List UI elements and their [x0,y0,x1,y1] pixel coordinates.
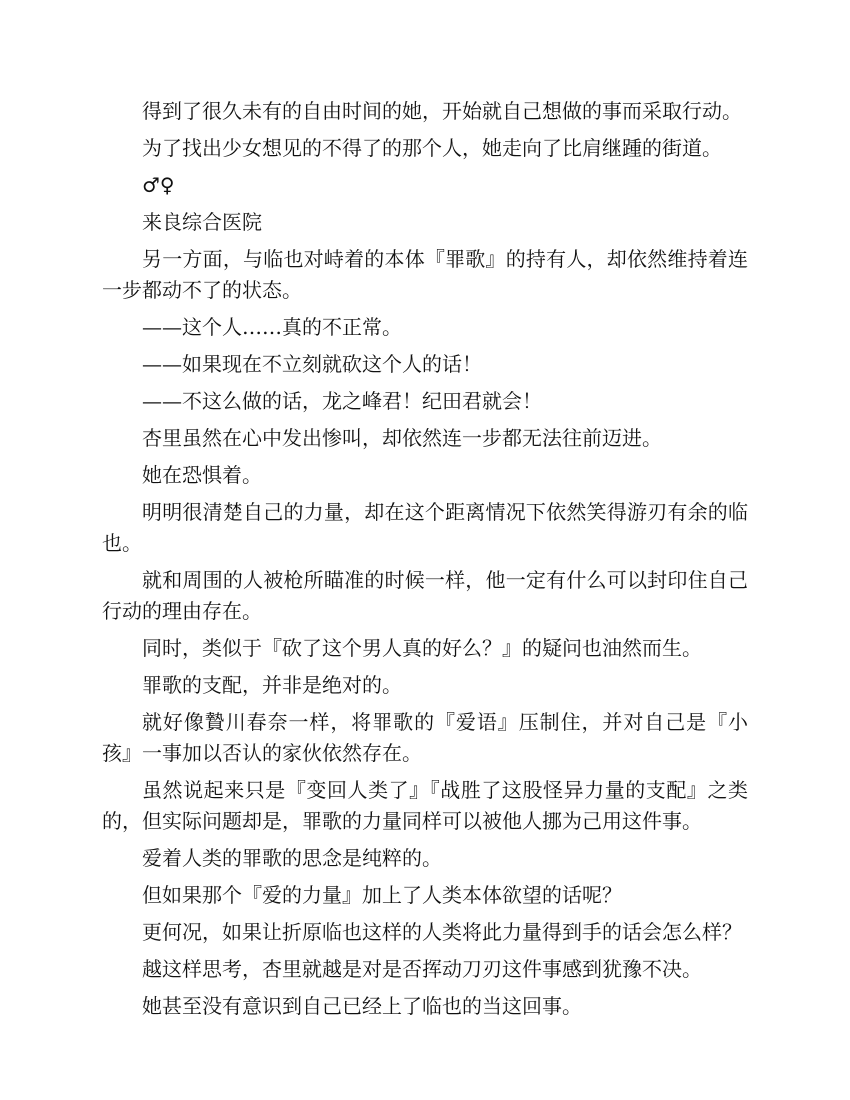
paragraph: 为了找出少女想见的不得了的那个人，她走向了比肩继踵的街道。 [142,136,722,160]
paragraph: 爱着人类的罪歌的思念是纯粹的。 [142,846,442,870]
paragraph: 更何况，如果让折原临也这样的人类将此力量得到手的话会怎么样？ [142,920,742,944]
paragraph: 得到了很久未有的自由时间的她，开始就自己想做的事而采取行动。 [142,99,742,123]
location-heading: 来良综合医院 [142,210,262,234]
paragraph: 罪歌的支配，并非是绝对的。 [142,673,402,697]
paragraph: 另一方面，与临也对峙着的本体『罪歌』的持有人，却依然维持着连一步都动不了的状态。 [102,247,748,302]
paragraph: 同时，类似于『砍了这个男人真的好么？』的疑问也油然而生。 [142,636,702,660]
paragraph: 虽然说起来只是『变回人类了』『战胜了这股怪异力量的支配』之类的，但实际问题却是，罪歌的力量同样可以被他人挪为己用这件事。 [102,778,748,833]
paragraph: 就好像贄川春奈一样，将罪歌的『爱语』压制住，并对自己是『小孩』一事加以否认的家伙依然存在。 [102,710,748,765]
paragraph: 明明很清楚自己的力量，却在这个距离情况下依然笑得游刃有余的临也。 [102,500,748,555]
paragraph: 她在恐惧着。 [142,463,262,487]
paragraph: ——不这么做的话，龙之峰君！纪田君就会！ [142,389,542,413]
paragraph: ——如果现在不立刻就砍这个人的话！ [142,352,482,376]
section-separator: ♂♀ [142,173,175,197]
document-page [102,96,748,1028]
paragraph: 就和周围的人被枪所瞄准的时候一样，他一定有什么可以封印住自己行动的理由存在。 [102,568,748,623]
paragraph: 但如果那个『爱的力量』加上了人类本体欲望的话呢？ [142,883,622,907]
paragraph: 她甚至没有意识到自己已经上了临也的当这回事。 [142,994,582,1018]
paragraph: 越这样思考，杏里就越是对是否挥动刀刃这件事感到犹豫不决。 [142,957,702,981]
paragraph: 杏里虽然在心中发出惨叫，却依然连一步都无法往前迈进。 [142,426,662,450]
paragraph: ——这个人……真的不正常。 [142,315,402,339]
